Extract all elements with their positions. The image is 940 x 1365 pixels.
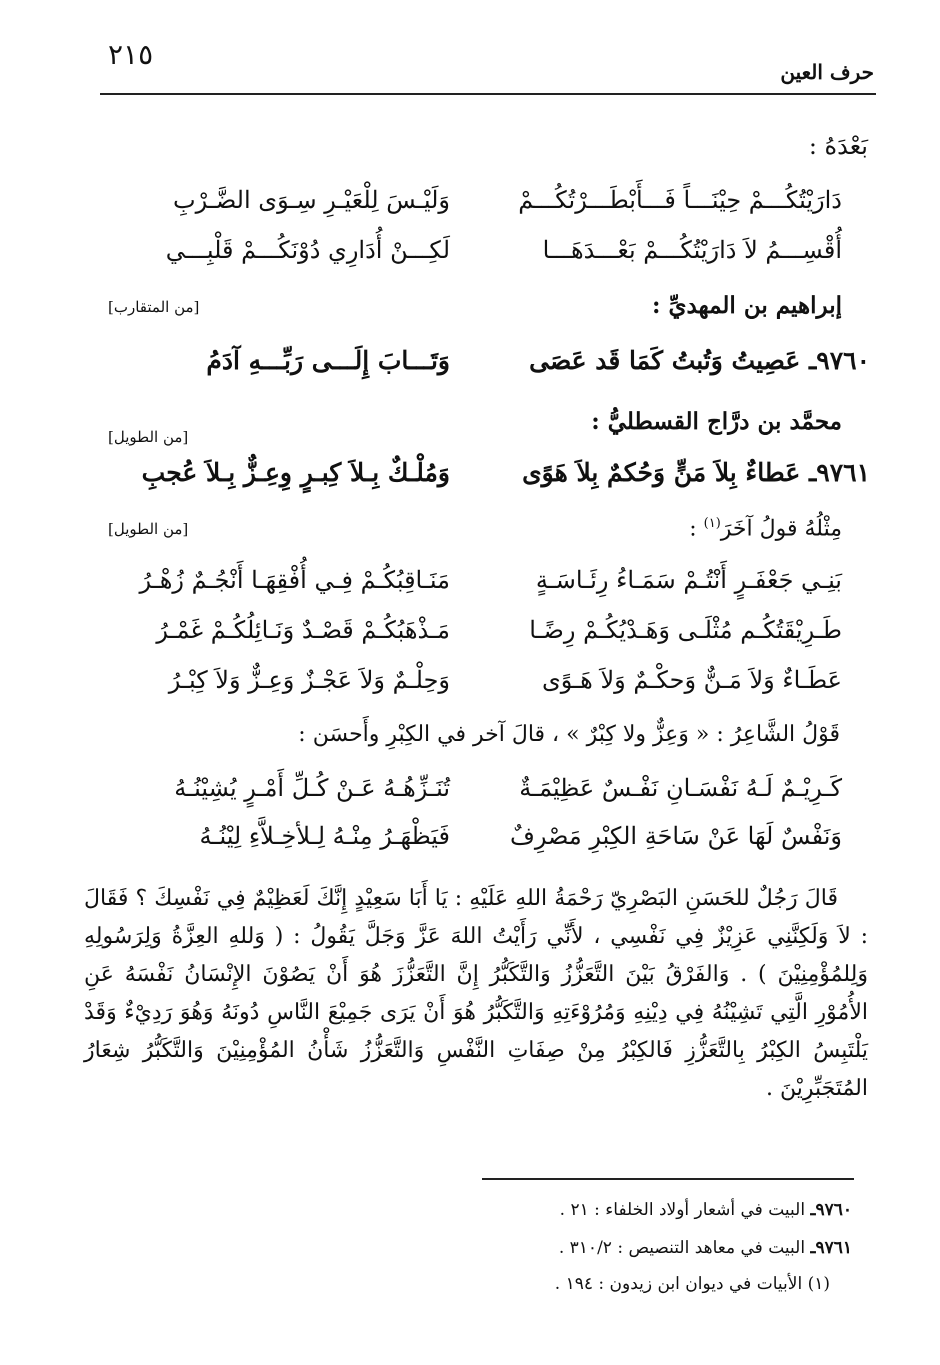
poet-heading [689,516,842,541]
footnote-rule [482,1178,854,1180]
footnote [560,1200,852,1220]
footnote-number: ٩٧٦٠ـ [810,1200,852,1220]
verse-9761-first-hemistich [502,458,870,487]
verse-2-first-hemistich: أُقْسِـــمُ لاَ دَارَيْتُكُـــمْ بَعْـــدَهَـــا [542,236,842,264]
footnote-text: البيت في أشعار أولاد الخلفاء : ٢١ . [559,1200,806,1220]
verse-first-hemistich: عَطَـاءٌ وَلاَ مَـنٌّ وَحكْـمٌ وَلاَ هَـوًى [541,666,842,694]
header-rule [100,93,876,95]
poet-heading-colon: : [689,516,704,542]
verse-9760-first-hemistich [502,346,870,375]
verse-second-hemistich: فَيَظْهَـرُ مِنْـهُ لِـلأخِـلاَّءِ لِيْنُـهُ [199,822,450,850]
verse-second-hemistich: مَـذْهَبُكُـمْ قَصْـدٌ وَنَـائِلُكُـمْ غَمْـرُ [156,616,450,644]
verse-text: عَطاءٌ بِلاَ مَنٍّ وَحُكمٌ بِلاَ هَوًى [522,458,801,487]
footnote-text: الأبيات في ديوان ابن زيدون : ١٩٤ . [554,1274,803,1294]
chapter-title: حرف العين [780,60,874,84]
verse-9760-second-hemistich: وَتَـــابَ إِلَـــى رَبِّـــهِ آدَمُ [206,346,450,375]
intro-line: بَعْدَهُ : [808,132,868,160]
footnote-marker: (١) [703,516,721,531]
page-number: ٢١٥ [108,38,154,71]
verse-second-hemistich: تُنَـزِّهُـهُ عَـنْ كُـلِّ أَمْـرٍ يُشِيْنُـهُ [174,774,450,802]
footnote-text: البيت في معاهد التنصيص : ٣١٠/٢ . [558,1238,806,1258]
meter-label: [من الطويل] [108,520,189,538]
footnote-number: ٩٧٦١ـ [810,1238,852,1258]
prose-paragraph: قَالَ رَجُلٌ للحَسَنِ البَصْرِيّ رَحْمَةُ اللهِ عَلَيْهِ : يَا أَبَا سَعِيْدٍ إِنَّكَ لَعَظِيْمٌ فِي نَفْسِكَ ؟ فَقَالَ : لاَ وَلَكِنَّنِي عَزِيْزٌ فِي نَفْسِي ، لأَنِّي رَأَيْتُ اللهَ عَزَّ وَجَلَّ يَقُولُ : ( وَللهِ العِزَّةُ وَلِرَسُولِهِ وَلِلمُؤْمِنِيْنَ ) . وَالفَرْقُ بَيْنَ التَّعَزُّزُ وَالتَّكَبُّرُ إِنَّ التَّعَزُّزَ هُوَ أَنْ يَصُوْنَ الإِنْسَانُ نَفْسَهُ عَنِ الأُمُوْرِ الَّتِي تَشِيْنُهُ فِي دِيْنِهِ وَمُرُوْءَتِهِ وَالتَّكَبُّرُ هُوَ أَنْ يَرَى جَمِيْعَ النَّاسِ دُونَهُ وَهُوَ رَدِيْءٌ وَقَدْ يَلْتَبِسُ الكِبْرُ بِالتَّعَزُّزِ فَالكِبْرُ مِنْ صِفَاتِ النَّفْسِ وَالتَّعَزُّزُ شَأْنُ المُؤْمِنِيْنَ وَالتَّكَبُّرُ شِعَارُ المُتَجَبِّرِيْنَ . [84,886,868,1101]
verse-first-hemistich: كَـرِيْـمٌ لَـهُ نَفْسَـانِ نَفْـسٌ عَظِيْمَـةٌ [519,774,842,802]
meter-label: [من المتقارب] [108,298,200,316]
verse-number: ٩٧٦١ـ [808,458,870,487]
verse-second-hemistich: وَحِلْـمٌ وَلاَ عَجْـزٌ وَعِـزٌّ وَلاَ كِبْـرُ [168,666,450,694]
verse-first-hemistich: طَـرِيْقَتُكُـم مُثْلَـى وَهَـدْيُكُـمْ رِضًـا [529,616,842,644]
footnote [555,1274,830,1294]
poet-heading-text: مِثْلُهُ قولُ آخَرَ [720,516,842,542]
verse-second-hemistich: مَنَـاقِبُكُـمْ فِـي أُفْقِهَـا أَنْجُـمٌ زُهْـرُ [139,566,450,594]
meter-label: [من الطويل] [108,428,189,446]
verse-2-second-hemistich: لَكِـــنْ أُدَارِي دُوْنَكُـــمْ قَلْبِـــي [165,236,450,264]
verse-first-hemistich: بَنِـي جَعْفَـرٍ أَنْتُـمْ سَمَـاءُ رِئَـاسَـةٍ [535,566,842,594]
footnote-number: (١) [807,1274,830,1294]
verse-9761-second-hemistich: وَمُلْـكٌ بِـلاَ كِبـرٍ وِعِـزٌّ بِـلاَ عُجبِ [141,458,450,487]
poet-heading: إبراهيم بن المهديِّ : [651,292,842,319]
verse-number: ٩٧٦٠ـ [808,346,870,375]
verse-first-hemistich: وَنَفْسٌ لَهَا عَنْ سَاحَةِ الكِبْرِ مَصْرِفٌ [509,822,842,850]
verse-1-first-hemistich: دَارَيْتُكُـــمْ حِيْنَـــاً فَـــأَبْطَـــرْتُكُـــمْ [518,186,842,214]
poet-heading: محمَّد بن درَّاج القسطليُّ : [591,408,842,435]
comment-line: قَوْلُ الشَّاعِرُ : « وَعِزٌّ ولا كِبْرٌ » ، قالَ آخر في الكِبْرِ وأَحسَن : [298,722,840,747]
verse-text: عَصِيتُ وَتُبتُ كَمَا قَد عَصَى [529,346,801,375]
verse-1-second-hemistich: وَلَيْـسَ لِلْعَيْـرِ سِـوَى الضَّـرْبِ [173,186,450,214]
footnote [559,1238,852,1258]
